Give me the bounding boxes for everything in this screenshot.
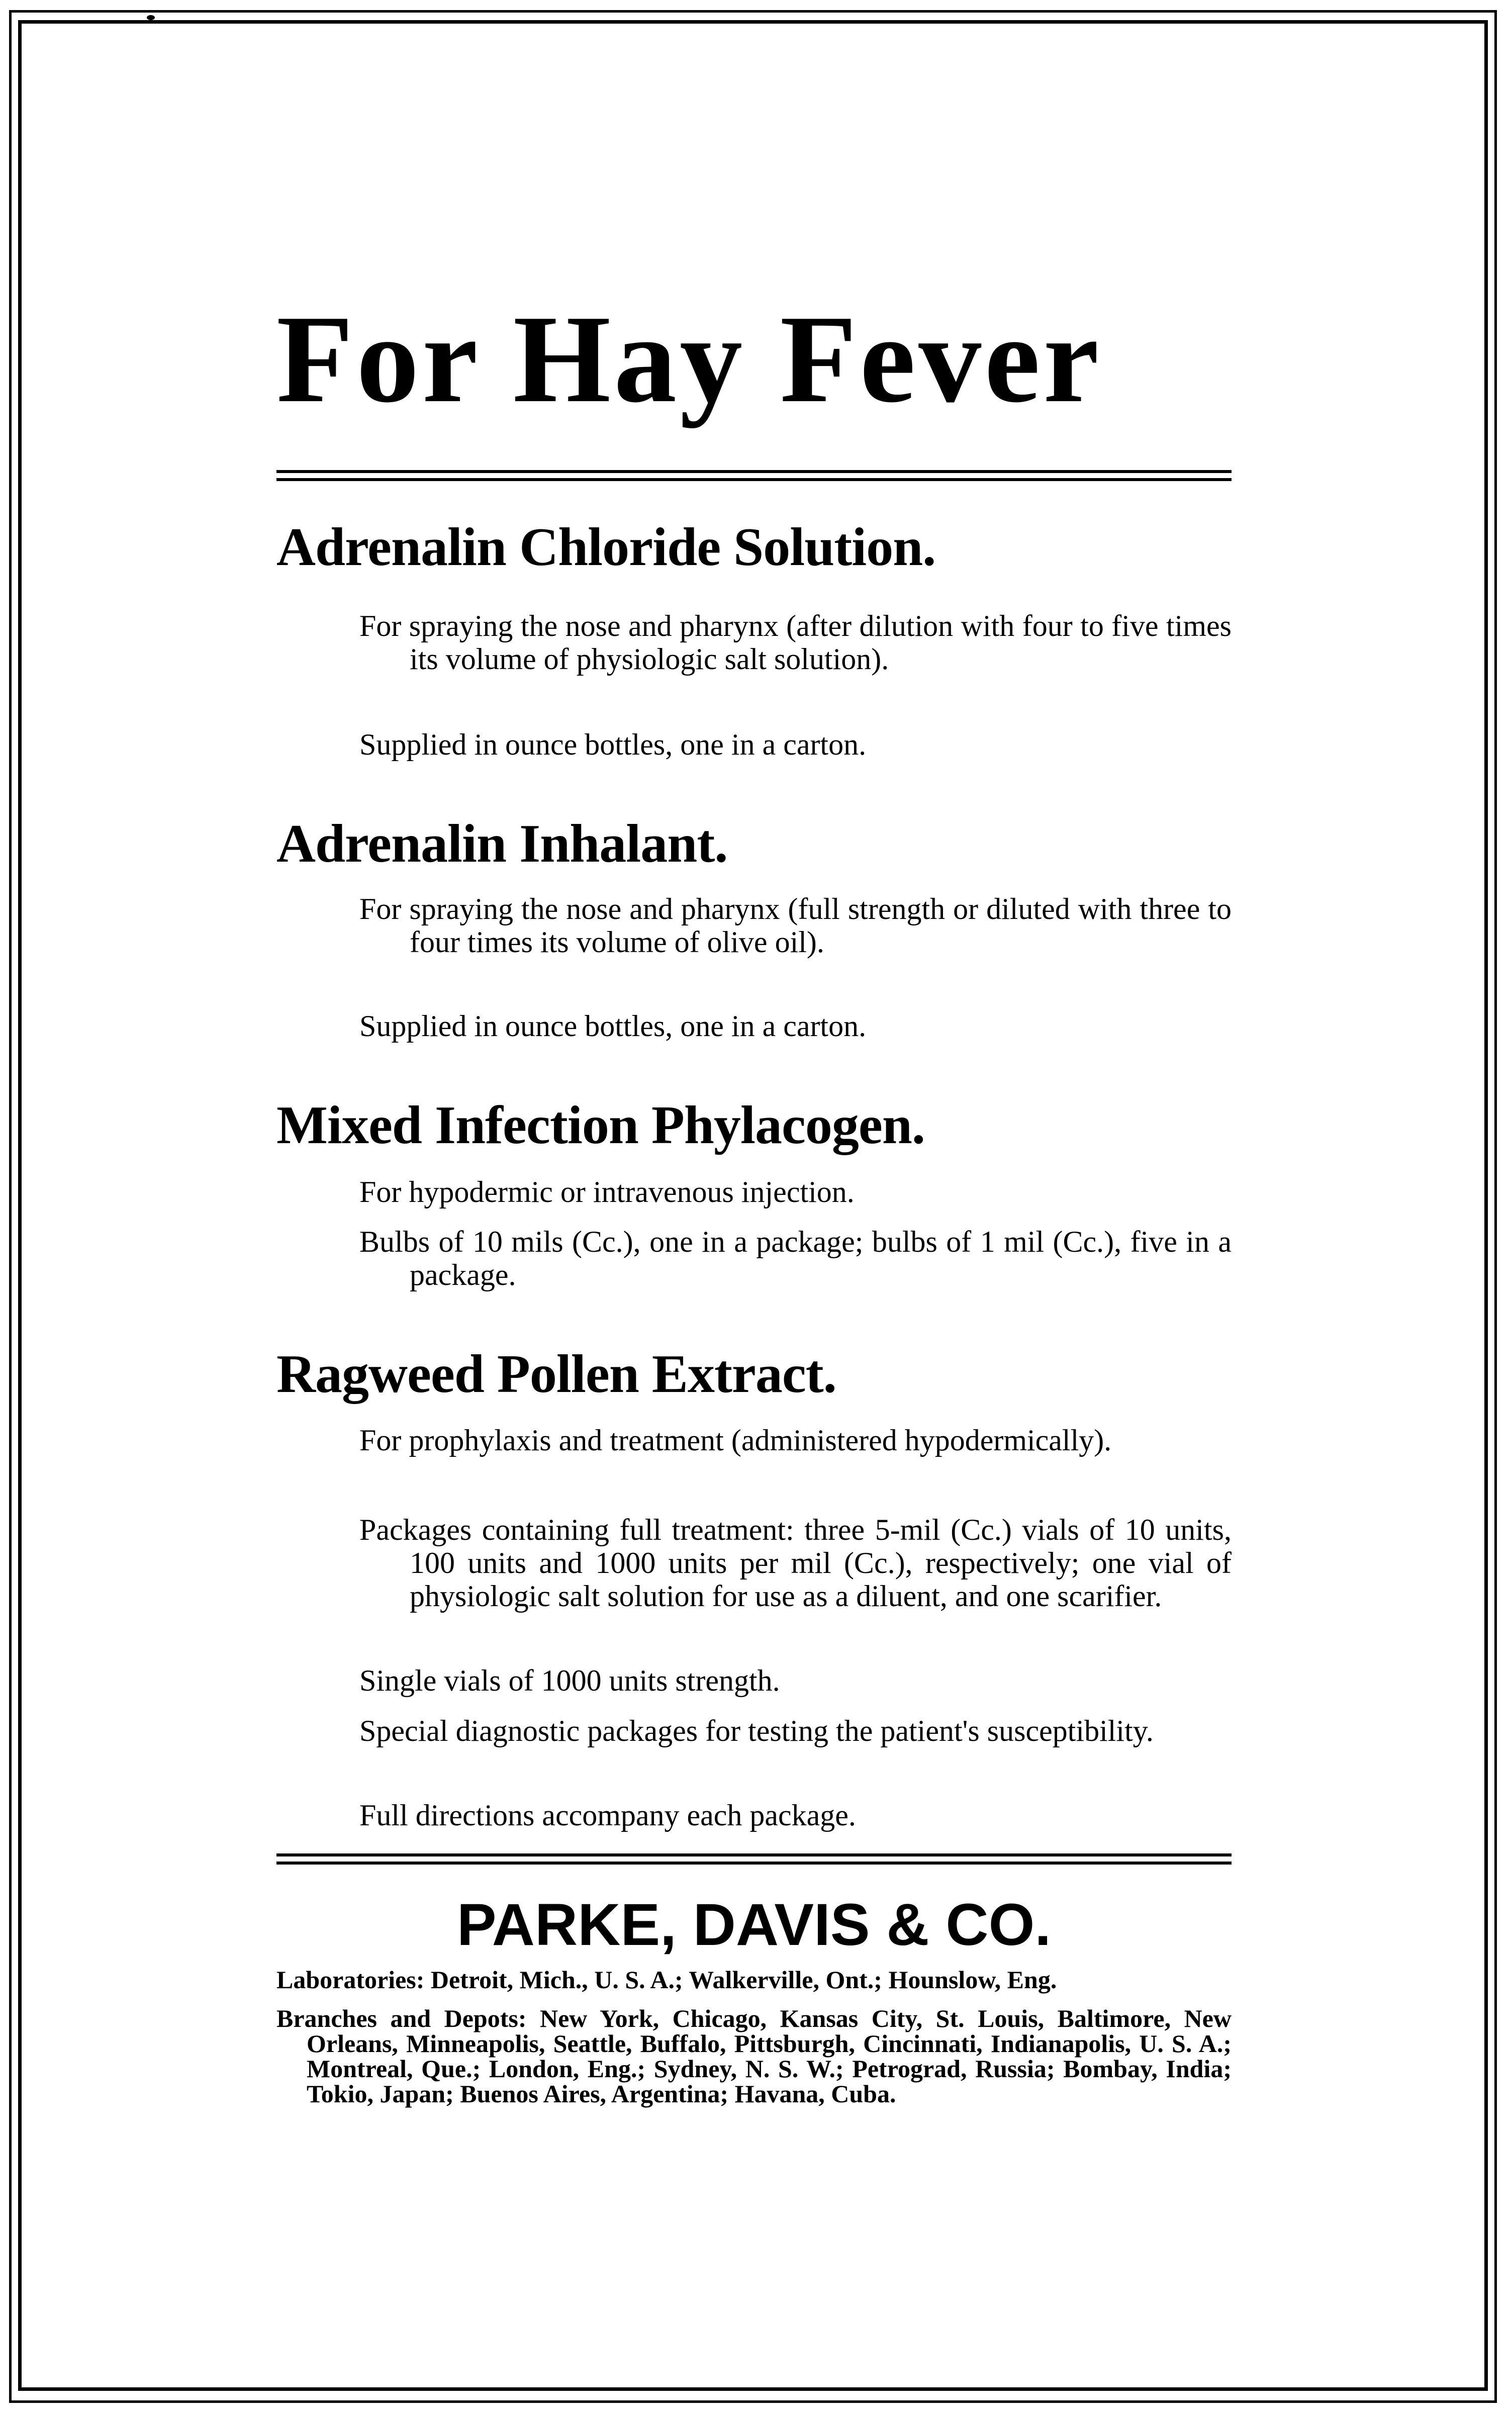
- product-supply: Supplied in ounce bottles, one in a carton.: [359, 1009, 867, 1043]
- product-supply: Supplied in ounce bottles, one in a carton.: [359, 728, 867, 761]
- product-directions: Full directions accompany each package.: [359, 1799, 856, 1832]
- product-heading: Ragweed Pollen Extract.: [276, 1344, 836, 1404]
- product-diagnostic: Special diagnostic packages for testing the patient's susceptibility.: [359, 1714, 1154, 1747]
- product-vials: Single vials of 1000 units strength.: [359, 1664, 780, 1697]
- product-packages: Packages containing full treatment: three 5-mil (Cc.) vials of 10 units, 100 units and 1000 units per mil (Cc.), respectively; one vial of physiologic salt solution for use as a diluent, and one scarifier.: [359, 1513, 1232, 1613]
- footer-divider: [276, 1853, 1232, 1865]
- product-description: For prophylaxis and treatment (administered hypodermically).: [359, 1424, 1112, 1457]
- title-divider: [276, 470, 1232, 481]
- product-description: For hypodermic or intravenous injection.: [359, 1175, 855, 1208]
- print-speck: [147, 15, 155, 20]
- page-title: For Hay Fever: [276, 290, 1102, 429]
- company-name: PARKE, DAVIS & CO.: [456, 1892, 1052, 1958]
- product-heading: Adrenalin Chloride Solution.: [276, 517, 936, 577]
- product-description: For spraying the nose and pharynx (after dilution with four to five times its volume of physiologic salt solution).: [359, 609, 1232, 676]
- product-supply: Bulbs of 10 mils (Cc.), one in a package; bulbs of 1 mil (Cc.), five in a package.: [359, 1225, 1232, 1291]
- company-laboratories: Laboratories: Detroit, Mich., U. S. A.; Walkerville, Ont.; Hounslow, Eng.: [276, 1966, 1057, 1994]
- product-heading: Adrenalin Inhalant.: [276, 814, 728, 874]
- company-branches: Branches and Depots: New York, Chicago, Kansas City, St. Louis, Baltimore, New Orleans, Minneapolis, Seattle, Buffalo, Pittsburgh, Cincinnati, Indianapolis, U. S. A.; Montreal, Que.; London, Eng.; Sydney, N. S. W.; Petrograd, Russia; Bombay, India; Tokio, Japan; Buenos Aires, Argentina; Havana, Cuba.: [276, 2004, 1232, 2108]
- product-heading: Mixed Infection Phylacogen.: [276, 1095, 925, 1155]
- product-description: For spraying the nose and pharynx (full strength or diluted with three to four times its volume of olive oil).: [359, 892, 1232, 959]
